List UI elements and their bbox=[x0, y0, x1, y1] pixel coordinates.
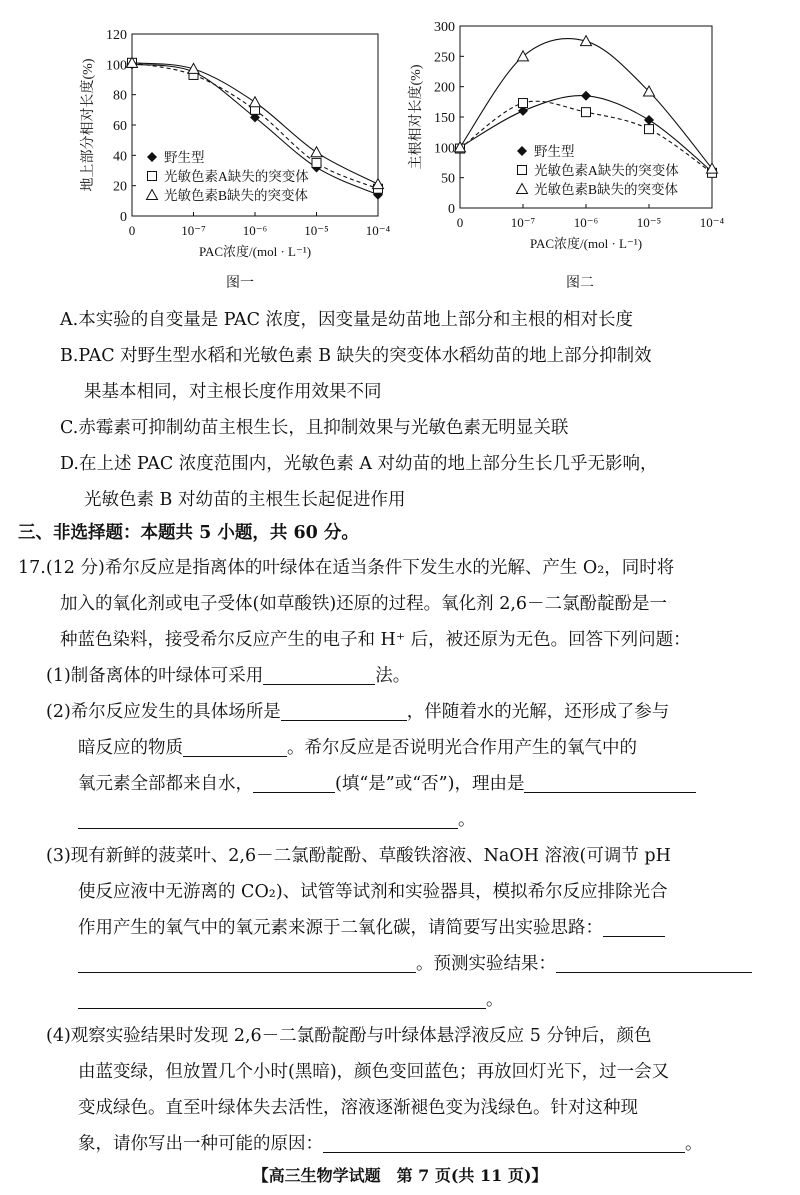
q17-part2-text: 。希尔反应是否说明光合作用产生的氧气中的 bbox=[287, 738, 637, 758]
data-point bbox=[581, 91, 591, 101]
x-tick-label: 10⁻⁷ bbox=[181, 223, 206, 238]
answer-blank[interactable] bbox=[183, 736, 287, 757]
answer-blank[interactable] bbox=[281, 700, 407, 721]
q17-part2-text: 。 bbox=[458, 810, 476, 830]
q17-part3-line1: (3)现有新鲜的菠菜叶、2,6－二氯酚靛酚、草酸铁溶液、NaOH 溶液(可调节 pH bbox=[46, 846, 671, 866]
answer-blank[interactable] bbox=[78, 808, 458, 829]
q17-part2-text: ，伴随着水的光解，还形成了参与 bbox=[406, 702, 670, 722]
y-tick-label: 100 bbox=[106, 58, 127, 74]
q17-part1 bbox=[46, 658, 410, 694]
legend-label: 光敏色素A缺失的突变体 bbox=[164, 169, 309, 184]
series-line bbox=[460, 96, 712, 172]
x-tick-label: 10⁻⁵ bbox=[304, 223, 329, 238]
answer-blank[interactable] bbox=[78, 952, 416, 973]
legend-marker bbox=[147, 152, 157, 162]
figure-2-chart bbox=[402, 0, 732, 265]
option-c: C.赤霉素可抑制幼苗主根生长，且抑制效果与光敏色素无明显关联 bbox=[60, 418, 569, 438]
legend-label: 野生型 bbox=[164, 150, 205, 165]
q17-part4-line1: (4)观察实验结果时发现 2,6－二氯酚靛酚与叶绿体悬浮液反应 5 分钟后，颜色 bbox=[46, 1026, 652, 1046]
y-tick-label: 40 bbox=[113, 149, 127, 165]
q17-part3-text: 。 bbox=[486, 990, 504, 1010]
answer-blank[interactable] bbox=[78, 988, 486, 1009]
q17-part2-line2 bbox=[78, 730, 637, 766]
q17-part4-text: 。 bbox=[685, 1134, 703, 1154]
data-point bbox=[645, 125, 654, 134]
x-tick-label: 10⁻⁶ bbox=[573, 215, 599, 230]
q17-part4-text: 象，请你写出一种可能的原因： bbox=[78, 1134, 323, 1154]
figure-1-caption: 图一 bbox=[226, 275, 254, 291]
legend-marker bbox=[517, 146, 527, 156]
data-point bbox=[312, 158, 321, 167]
y-tick-label: 200 bbox=[434, 80, 455, 96]
data-point bbox=[582, 108, 591, 117]
data-point bbox=[311, 147, 322, 157]
answer-blank[interactable] bbox=[556, 952, 752, 973]
q17-part3-text: 。预测实验结果： bbox=[416, 954, 556, 974]
y-tick-label: 300 bbox=[434, 20, 455, 35]
answer-blank[interactable] bbox=[524, 772, 696, 793]
x-tick-label: 10⁻⁵ bbox=[636, 215, 662, 230]
answer-blank[interactable] bbox=[253, 772, 335, 793]
y-axis-label: 地上部分相对长度(%) bbox=[81, 58, 96, 192]
x-tick-label: 10⁻⁷ bbox=[510, 215, 536, 230]
y-tick-label: 20 bbox=[113, 179, 127, 195]
figures bbox=[0, 0, 800, 300]
figure-2-caption: 图二 bbox=[566, 275, 594, 291]
x-tick-label: 10⁻⁴ bbox=[699, 215, 725, 230]
q17-part4-line3: 变成绿色。直至叶绿体失去活性，溶液逐渐褪色变为浅绿色。针对这种现 bbox=[78, 1098, 638, 1118]
q17-part2-text: (2)希尔反应发生的具体场所是 bbox=[46, 702, 281, 722]
q17-part2-line4 bbox=[78, 802, 476, 838]
section-heading: 三、非选择题：本题共 5 小题，共 60 分。 bbox=[18, 523, 359, 543]
legend-label: 光敏色素A缺失的突变体 bbox=[534, 163, 679, 178]
series-line bbox=[460, 39, 712, 169]
data-point bbox=[519, 99, 528, 108]
q17-intro-line2: 加入的氧化剂或电子受体(如草酸铁)还原的过程。氧化剂 2,6－二氯酚靛酚是一 bbox=[60, 594, 668, 614]
legend-marker bbox=[147, 190, 158, 200]
y-tick-label: 120 bbox=[106, 28, 127, 43]
x-tick-label: 0 bbox=[128, 223, 136, 238]
legend-marker bbox=[517, 184, 528, 194]
legend-marker bbox=[148, 172, 157, 181]
y-tick-label: 0 bbox=[120, 210, 127, 225]
q17-intro-line1: 17.(12 分)希尔反应是指离体的叶绿体在适当条件下发生水的光解、产生 O₂，同时将 bbox=[18, 558, 675, 578]
legend-label: 野生型 bbox=[534, 144, 575, 159]
q17-part3-line4 bbox=[78, 946, 752, 982]
x-tick-label: 10⁻⁶ bbox=[242, 223, 268, 238]
q17-part2-line1 bbox=[46, 694, 669, 730]
option-b-line1: B.PAC 对野生型水稻和光敏色素 B 缺失的突变体水稻幼苗的地上部分抑制效 bbox=[60, 346, 652, 366]
y-tick-label: 0 bbox=[448, 202, 455, 217]
x-tick-label: 0 bbox=[456, 215, 464, 230]
data-point bbox=[250, 97, 261, 107]
option-a: A.本实验的自变量是 PAC 浓度，因变量是幼苗地上部分和主根的相对长度 bbox=[60, 310, 634, 330]
q17-part2-text: 氧元素全部都来自水， bbox=[78, 774, 253, 794]
x-axis-label: PAC浓度/(mol · L⁻¹) bbox=[529, 236, 643, 251]
data-point bbox=[644, 115, 654, 125]
option-b-line2: 果基本相同，对主根长度作用效果不同 bbox=[84, 382, 382, 402]
y-tick-label: 60 bbox=[113, 119, 127, 134]
option-d-line2: 光敏色素 B 对幼苗的主根生长起促进作用 bbox=[84, 490, 406, 510]
q17-part4-line4 bbox=[78, 1126, 703, 1162]
q17-part3-line5 bbox=[78, 982, 504, 1018]
series-line bbox=[132, 63, 378, 184]
y-axis-label: 主根相对长度(%) bbox=[409, 64, 424, 170]
y-tick-label: 80 bbox=[113, 88, 127, 104]
option-d-line1: D.在上述 PAC 浓度范围内，光敏色素 A 对幼苗的地上部分生长几乎无影响， bbox=[60, 454, 658, 474]
q17-part4-line2: 由蓝变绿，但放置几个小时(黑暗)，颜色变回蓝色；再放回灯光下，过一会又 bbox=[78, 1062, 670, 1082]
q17-part1-text: (1)制备离体的叶绿体可采用 bbox=[46, 666, 264, 686]
q17-part1-text-end: 法。 bbox=[375, 666, 411, 686]
x-tick-label: 10⁻⁴ bbox=[365, 223, 390, 238]
y-tick-label: 50 bbox=[441, 171, 455, 187]
answer-blank[interactable] bbox=[323, 1132, 685, 1153]
y-tick-label: 250 bbox=[434, 50, 455, 66]
q17-part2-line3 bbox=[78, 766, 696, 802]
data-point bbox=[188, 63, 199, 73]
data-point bbox=[373, 179, 384, 189]
legend-marker bbox=[518, 166, 527, 175]
x-axis-label: PAC浓度/(mol · L⁻¹) bbox=[198, 244, 312, 259]
data-point bbox=[518, 51, 529, 61]
figure-1-chart bbox=[70, 0, 390, 265]
y-tick-label: 150 bbox=[434, 111, 455, 126]
y-tick-label: 100 bbox=[434, 141, 455, 157]
page-footer: 【高三生物学试题 第 7 页(共 11 页)】 bbox=[252, 1166, 548, 1185]
answer-blank[interactable] bbox=[603, 916, 665, 937]
q17-part3-line3 bbox=[78, 910, 665, 946]
q17-part2-text: 暗反应的物质 bbox=[78, 738, 183, 758]
q17-part3-text: 作用产生的氧气中的氧元素来源于二氧化碳，请简要写出实验思路： bbox=[78, 918, 603, 938]
q17-intro-line3: 种蓝色染料，接受希尔反应产生的电子和 H⁺ 后，被还原为无色。回答下列问题： bbox=[60, 630, 691, 650]
legend-label: 光敏色素B缺失的突变体 bbox=[534, 182, 679, 197]
answer-blank[interactable] bbox=[263, 664, 375, 685]
q17-part2-text: (填“是”或“否”)，理由是 bbox=[335, 774, 525, 794]
q17-part3-line2: 使反应液中无游离的 CO₂)、试管等试剂和实验器具，模拟希尔反应排除光合 bbox=[78, 882, 668, 902]
legend-label: 光敏色素B缺失的突变体 bbox=[164, 188, 309, 203]
